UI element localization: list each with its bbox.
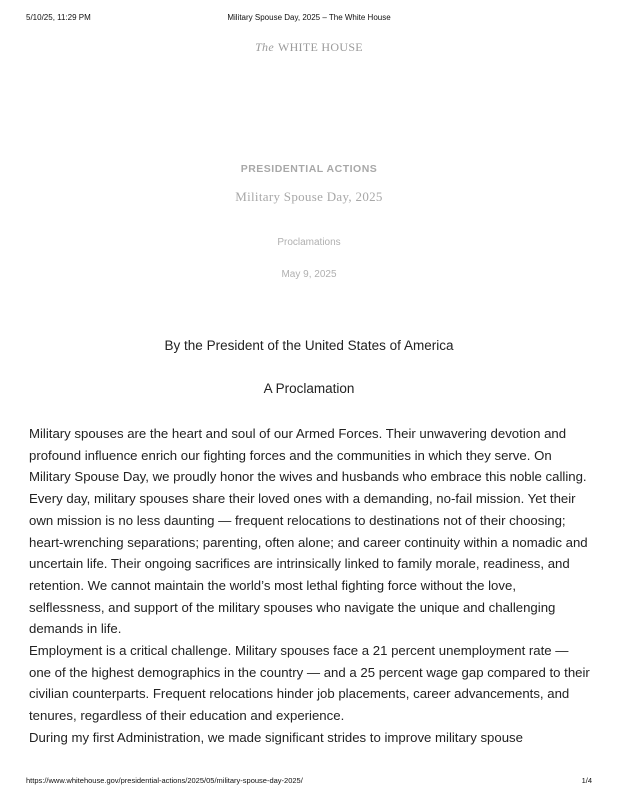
logo-name: WHITE HOUSE — [277, 40, 363, 54]
page-number: 1/4 — [581, 776, 592, 785]
article-body — [29, 423, 594, 749]
by-line: By the President of the United States of America — [164, 338, 454, 353]
print-footer — [0, 776, 618, 788]
site-logo[interactable] — [0, 40, 618, 55]
publish-date: May 9, 2025 — [281, 269, 337, 280]
logo-the: The — [255, 40, 274, 54]
paragraph: During my first Administration, we made significant strides to improve military spouse — [29, 729, 523, 745]
paragraph: Military spouses are the heart and soul of our Armed Forces. Their unwavering devotion and profound influence enrich our fighting forces and the communities in which they serve. On Military Spouse Day, we proudly honor the wives and husbands who embrace this noble calling. — [29, 426, 587, 485]
proclamation-heading: A Proclamation — [263, 381, 355, 396]
print-datetime: 5/10/25, 11:29 PM — [26, 13, 91, 22]
category-link[interactable]: Proclamations — [277, 237, 341, 248]
print-header — [0, 13, 618, 27]
section-label[interactable]: PRESIDENTIAL ACTIONS — [240, 163, 378, 175]
print-page-title: Military Spouse Day, 2025 – The White House — [227, 13, 391, 22]
paragraph: Every day, military spouses share their loved ones with a demanding, no-fail mission. Yet their own mission is no less daunting — frequent relocations to destinations not of their choosing; heart-wrenching separations; parenting, often alone; and career continuity within a nomadic and uncertain life. Their ongoing sacrifices are intrinsically linked to family morale, readiness, and retention. We cannot maintain the world’s most lethal fighting force without the love, selflessness, and support of the military spouses who navigate the unique and challenging demands in life. — [29, 491, 588, 637]
page-title: Military Spouse Day, 2025 — [235, 189, 383, 204]
print-url: https://www.whitehouse.gov/presidential-actions/2025/05/military-spouse-day-2025/ — [26, 776, 303, 785]
paragraph: Employment is a critical challenge. Military spouses face a 21 percent unemployment rate — one of the highest demographics in the country — and a 25 percent wage gap compared to their civilian counterparts. Frequent relocations hinder job placements, career advancements, and tenures, regardless of their education and experience. — [29, 643, 590, 724]
